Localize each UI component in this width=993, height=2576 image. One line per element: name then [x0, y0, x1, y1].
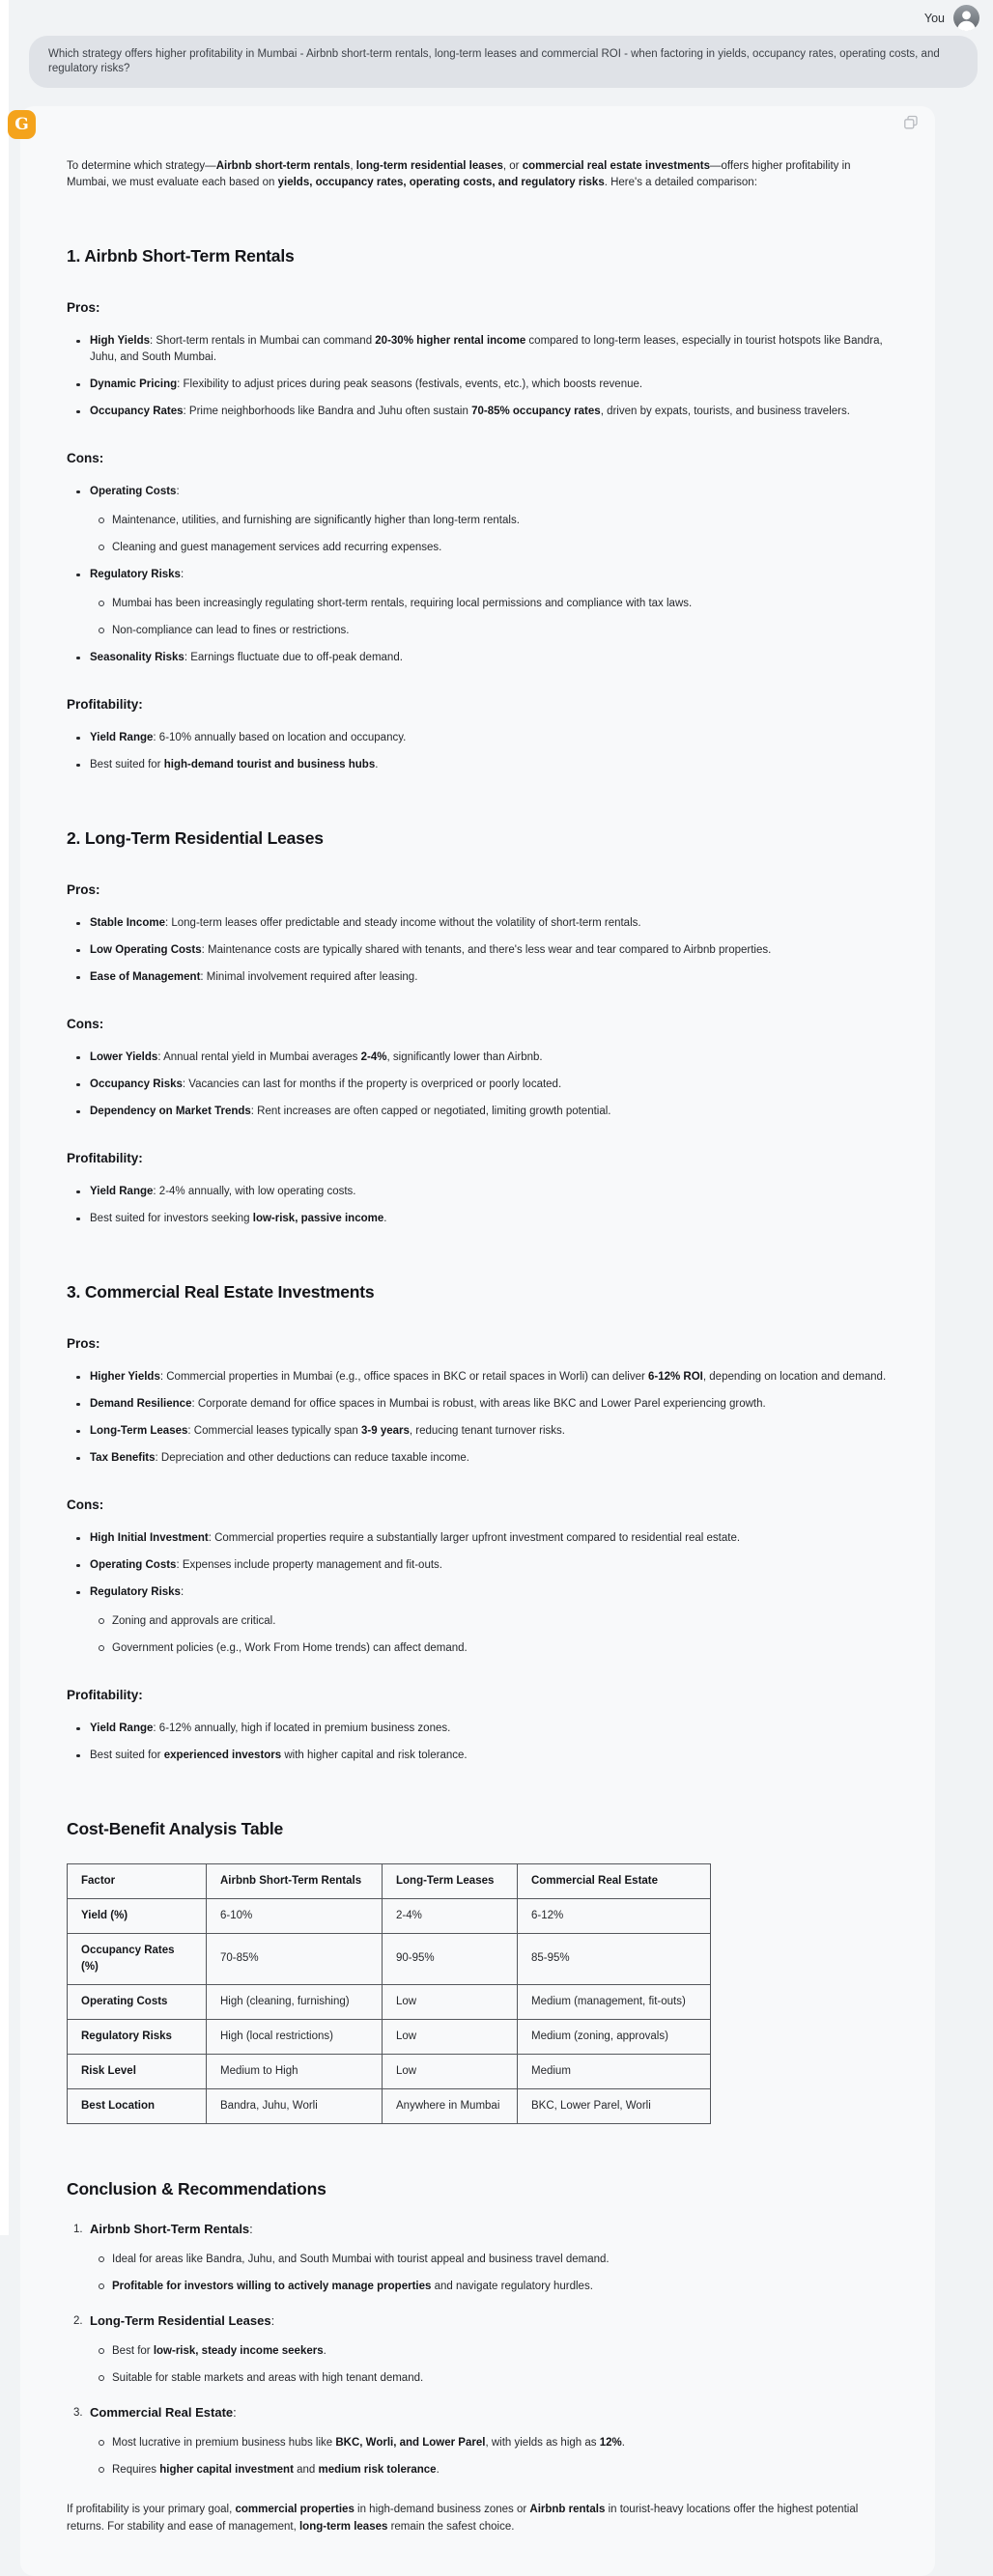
list-item: Regulatory Risks: Mumbai has been increasingly regulating short-term rentals, requiring local permissions and compliance with tax laws. Non-compliance can lead to fines or restrictions. — [90, 567, 893, 639]
table-cell: Medium to High — [207, 2054, 383, 2088]
bullet-list — [67, 484, 893, 666]
list-item: Yield Range: 6-12% annually, high if located in premium business zones. — [90, 1721, 893, 1737]
assistant-avatar — [8, 110, 36, 139]
section-heading: 3. Commercial Real Estate Investments — [67, 1281, 375, 1302]
bullet-list — [67, 915, 893, 986]
table-cell: Best Location — [68, 2088, 207, 2123]
table-row — [68, 2054, 711, 2088]
table-row — [68, 2088, 711, 2123]
bullet-list — [67, 1184, 893, 1227]
copy-icon[interactable] — [903, 115, 919, 130]
subsection-heading: Profitability: — [67, 1150, 143, 1165]
table-row — [68, 1898, 711, 1933]
left-edge-strip — [0, 0, 9, 2235]
table-cell: 85-95% — [518, 1933, 711, 1984]
sub-bullet-list — [90, 2343, 893, 2387]
bullet-list — [67, 1050, 893, 1120]
sub-bullet-list — [90, 596, 893, 639]
subsection-heading: Cons: — [67, 1016, 104, 1031]
list-item: High Initial Investment: Commercial properties require a substantially larger upfront investment compared to residential real estate. — [90, 1530, 893, 1547]
table-cell: Operating Costs — [68, 1984, 207, 2019]
bullet-list — [67, 1369, 893, 1467]
sub-list-item: Cleaning and guest management services add recurring expenses. — [112, 540, 893, 556]
table-header-row — [68, 1863, 711, 1898]
table-row — [68, 1933, 711, 1984]
user-message-text: Which strategy offers higher profitability in Mumbai - Airbnb short-term rentals, long-term leases and commercial ROI - when factoring in yields, occupancy rates, operating costs, and regulatory risks? — [48, 48, 940, 74]
assistant-response-card — [20, 106, 935, 2576]
table-cell: Medium — [518, 2054, 711, 2088]
avatar-letter: G — [14, 114, 29, 134]
list-item: Operating Costs: Maintenance, utilities, and furnishing are significantly higher than long-term rentals. Cleaning and guest management services add recurring expenses. — [90, 484, 893, 556]
sub-list-item: Most lucrative in premium business hubs like BKC, Worli, and Lower Parel, with yields as high as 12%. — [112, 2435, 893, 2451]
table-cell: Regulatory Risks — [68, 2019, 207, 2054]
bullet-list — [67, 1530, 893, 1657]
bullet-list — [67, 1721, 893, 1764]
table-cell: 6-12% — [518, 1898, 711, 1933]
list-item: Yield Range: 6-10% annually based on location and occupancy. — [90, 730, 893, 746]
cost-benefit-table — [67, 1863, 711, 2124]
table-cell: Low — [383, 2019, 518, 2054]
numbered-item: Airbnb Short-Term Rentals: Ideal for areas like Bandra, Juhu, and South Mumbai with tourist appeal and business travel demand. Profitable for investors willing to actively manage properties and navigate regulatory hurdles. — [90, 2220, 893, 2295]
subsection-heading: Pros: — [67, 1335, 100, 1351]
table-cell: Medium (management, fit-outs) — [518, 1984, 711, 2019]
sub-bullet-list — [90, 2252, 893, 2295]
sub-list-item: Zoning and approvals are critical. — [112, 1613, 893, 1630]
user-label: You — [923, 11, 945, 25]
table-cell: Anywhere in Mumbai — [383, 2088, 518, 2123]
table-cell: Risk Level — [68, 2054, 207, 2088]
list-item: Best suited for high-demand tourist and business hubs. — [90, 757, 893, 773]
list-item: Long-Term Leases: Commercial leases typically span 3-9 years, reducing tenant turnover risks. — [90, 1423, 893, 1440]
user-message-bubble — [29, 36, 978, 88]
assistant-response-content — [67, 158, 893, 2536]
table-cell: Low — [383, 2054, 518, 2088]
list-item: Best suited for investors seeking low-risk, passive income. — [90, 1211, 893, 1227]
list-item: Ease of Management: Minimal involvement required after leasing. — [90, 969, 893, 986]
sub-list-item: Mumbai has been increasingly regulating short-term rentals, requiring local permissions and compliance with tax laws. — [112, 596, 893, 612]
sub-list-item: Maintenance, utilities, and furnishing are significantly higher than long-term rentals. — [112, 513, 893, 529]
list-item: Operating Costs: Expenses include property management and fit-outs. — [90, 1557, 893, 1574]
paragraph: If profitability is your primary goal, commercial properties in high-demand business zones or Airbnb rentals in tourist-heavy locations offer the highest potential returns. For stability and ease of management, long-term leases remain the safest choice. — [67, 2503, 859, 2533]
table-row — [68, 1984, 711, 2019]
assistant-message — [0, 106, 993, 2576]
subsection-heading: Cons: — [67, 450, 104, 465]
table-header-cell: Long-Term Leases — [383, 1863, 518, 1898]
sub-list-item: Non-compliance can lead to fines or restrictions. — [112, 623, 893, 639]
sub-bullet-list — [90, 2435, 893, 2478]
table-header-cell: Factor — [68, 1863, 207, 1898]
list-item: Demand Resilience: Corporate demand for office spaces in Mumbai is robust, with areas like BKC and Lower Parel experiencing growth. — [90, 1396, 893, 1413]
sub-list-item: Suitable for stable markets and areas with high tenant demand. — [112, 2370, 893, 2387]
subsection-heading: Pros: — [67, 299, 100, 315]
bullet-list — [67, 730, 893, 773]
list-item: Occupancy Risks: Vacancies can last for months if the property is overpriced or poorly located. — [90, 1077, 893, 1093]
table-cell: Occupancy Rates (%) — [68, 1933, 207, 1984]
table-cell: 6-10% — [207, 1898, 383, 1933]
sub-list-item: Government policies (e.g., Work From Home trends) can affect demand. — [112, 1640, 893, 1657]
user-avatar — [953, 5, 979, 31]
list-item: Dynamic Pricing: Flexibility to adjust prices during peak seasons (festivals, events, etc.), which boosts revenue. — [90, 377, 893, 393]
subsection-heading: Profitability: — [67, 696, 143, 712]
table-cell: Low — [383, 1984, 518, 2019]
table-cell: 70-85% — [207, 1933, 383, 1984]
section-heading: Cost-Benefit Analysis Table — [67, 1818, 284, 1838]
section-heading: Conclusion & Recommendations — [67, 2178, 326, 2198]
paragraph: To determine which strategy—Airbnb short-term rentals, long-term residential leases, or commercial real estate investments—offers higher profitability in Mumbai, we must evaluate each based on yields, occupancy rates, operating costs, and regulatory risks. Here's a detailed comparison: — [67, 159, 851, 188]
subsection-heading: Profitability: — [67, 1687, 143, 1702]
list-item: Low Operating Costs: Maintenance costs are typically shared with tenants, and there's less wear and tear compared to Airbnb properties. — [90, 942, 893, 959]
table-cell: 2-4% — [383, 1898, 518, 1933]
table-row — [68, 2019, 711, 2054]
list-item: Seasonality Risks: Earnings fluctuate due to off-peak demand. — [90, 650, 893, 666]
table-cell: High (local restrictions) — [207, 2019, 383, 2054]
list-item: High Yields: Short-term rentals in Mumbai can command 20-30% higher rental income compared to long-term leases, especially in tourist hotspots like Bandra, Juhu, and South Mumbai. — [90, 333, 893, 366]
section-heading: 2. Long-Term Residential Leases — [67, 827, 324, 848]
list-item: Best suited for experienced investors with higher capital and risk tolerance. — [90, 1748, 893, 1764]
subsection-heading: Pros: — [67, 882, 100, 897]
section-heading: 1. Airbnb Short-Term Rentals — [67, 245, 295, 266]
bullet-list — [67, 333, 893, 420]
table-cell: High (cleaning, furnishing) — [207, 1984, 383, 2019]
sub-list-item: Best for low-risk, steady income seekers. — [112, 2343, 893, 2360]
numbered-list — [67, 2220, 893, 2478]
numbered-item: Long-Term Residential Leases: Best for low-risk, steady income seekers. Suitable for stable markets and areas with high tenant demand. — [90, 2311, 893, 2387]
table-cell: Yield (%) — [68, 1898, 207, 1933]
sub-bullet-list — [90, 513, 893, 556]
list-item: Dependency on Market Trends: Rent increases are often capped or negotiated, limiting growth potential. — [90, 1104, 893, 1120]
subsection-heading: Cons: — [67, 1497, 104, 1512]
person-icon — [953, 5, 979, 31]
list-item: Yield Range: 2-4% annually, with low operating costs. — [90, 1184, 893, 1200]
table-cell: Medium (zoning, approvals) — [518, 2019, 711, 2054]
table-cell: 90-95% — [383, 1933, 518, 1984]
sub-list-item: Requires higher capital investment and medium risk tolerance. — [112, 2462, 893, 2478]
table-header-cell: Airbnb Short-Term Rentals — [207, 1863, 383, 1898]
list-item: Higher Yields: Commercial properties in Mumbai (e.g., office spaces in BKC or retail spaces in Worli) can deliver 6-12% ROI, depending on location and demand. — [90, 1369, 893, 1386]
table-cell: BKC, Lower Parel, Worli — [518, 2088, 711, 2123]
sub-list-item: Ideal for areas like Bandra, Juhu, and South Mumbai with tourist appeal and business travel demand. — [112, 2252, 893, 2268]
user-message-header — [0, 0, 993, 31]
numbered-item: Commercial Real Estate: Most lucrative in premium business hubs like BKC, Worli, and Lower Parel, with yields as high as 12%. Requires higher capital investment and medium risk tolerance. — [90, 2403, 893, 2478]
list-item: Occupancy Rates: Prime neighborhoods like Bandra and Juhu often sustain 70-85% occupancy rates, driven by expats, tourists, and business travelers. — [90, 404, 893, 420]
list-item: Regulatory Risks: Zoning and approvals are critical. Government policies (e.g., Work From Home trends) can affect demand. — [90, 1584, 893, 1657]
table-cell: Bandra, Juhu, Worli — [207, 2088, 383, 2123]
sub-bullet-list — [90, 1613, 893, 1657]
sub-list-item: Profitable for investors willing to actively manage properties and navigate regulatory hurdles. — [112, 2279, 893, 2295]
list-item: Lower Yields: Annual rental yield in Mumbai averages 2-4%, significantly lower than Airbnb. — [90, 1050, 893, 1066]
list-item: Tax Benefits: Depreciation and other deductions can reduce taxable income. — [90, 1450, 893, 1467]
list-item: Stable Income: Long-term leases offer predictable and steady income without the volatility of short-term rentals. — [90, 915, 893, 932]
table-header-cell: Commercial Real Estate — [518, 1863, 711, 1898]
